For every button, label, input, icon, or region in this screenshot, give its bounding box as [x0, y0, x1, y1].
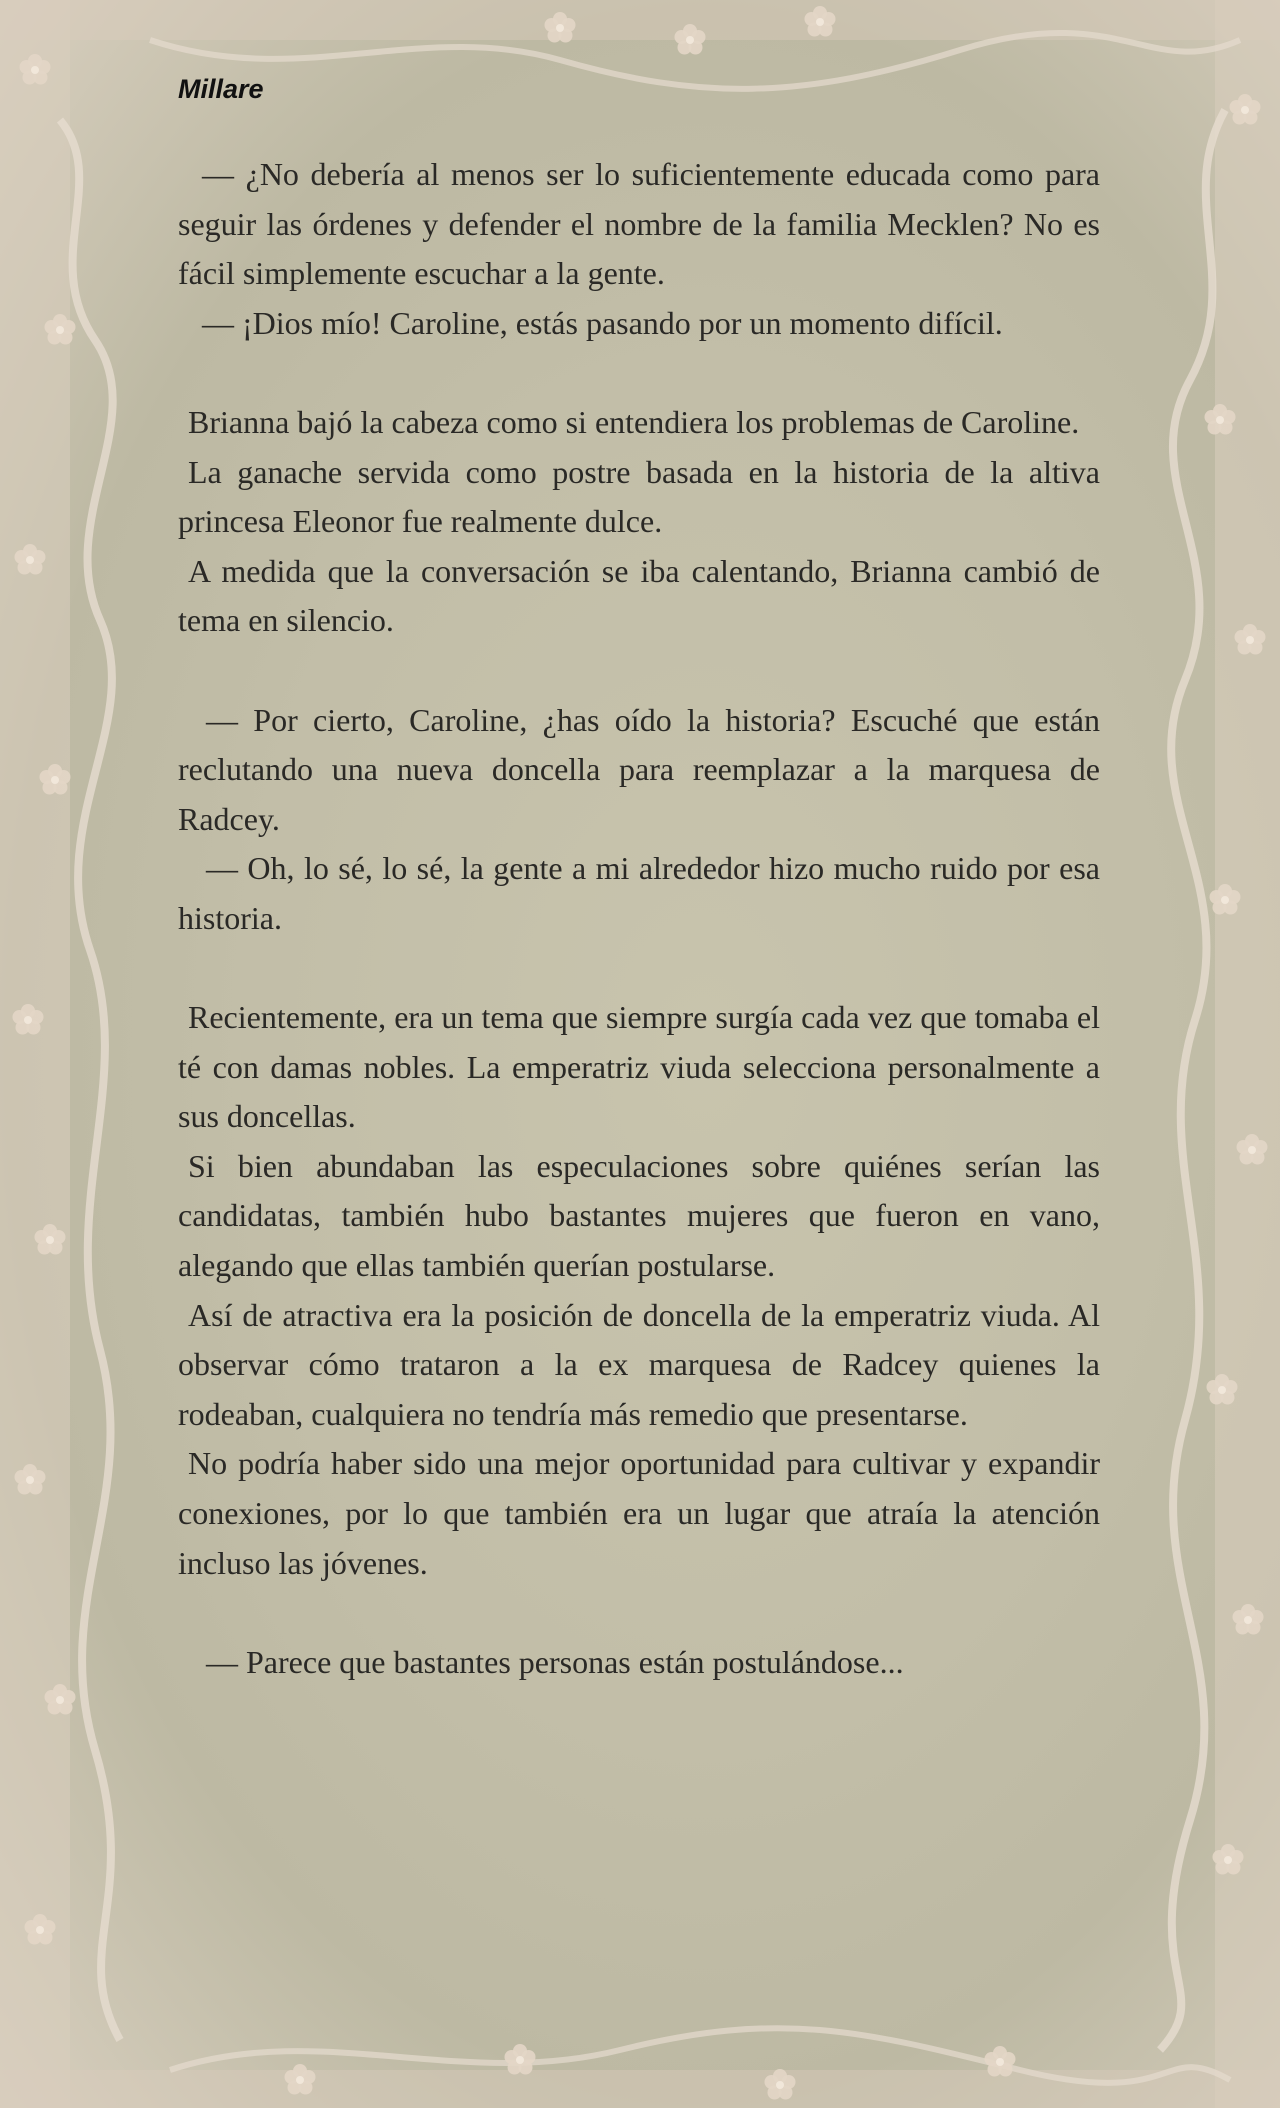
paragraph-narration: Recientemente, era un tema que siempre surgía cada vez que tomaba el té con damas nobles. La emperatriz viuda selecciona personalmente a sus doncellas. [178, 999, 1100, 1135]
paragraph-narration: Si bien abundaban las especulaciones sobre quiénes serían las candidatas, también hubo bastantes mujeres que fueron en vano, alegando que ellas también querían postularse. [178, 1147, 1100, 1284]
book-brand-header: Millare [178, 74, 264, 104]
paragraph-narration: A medida que la conversación se iba calentando, Brianna cambió de tema en silencio. [178, 552, 1100, 639]
paragraph-narration: Brianna bajó la cabeza como si entendiera los problemas de Caroline. [188, 403, 1080, 440]
paragraph-dialogue: — Parece que bastantes personas están postulándose... [206, 1643, 904, 1680]
paragraph-narration: La ganache servida como postre basada en la historia de la altiva princesa Eleonor fue realmente dulce. [178, 453, 1100, 540]
paragraph-narration: No podría haber sido una mejor oportunidad para cultivar y expandir conexiones, por lo que también era un lugar que atraía la atención incluso las jóvenes. [178, 1445, 1100, 1581]
paragraph-narration: Así de atractiva era la posición de doncella de la emperatriz viuda. Al observar cómo trataron a la ex marquesa de Radcey quienes la rodeaban, cualquiera no tendría más remedio que presentarse. [178, 1296, 1100, 1432]
paragraph-dialogue: — Por cierto, Caroline, ¿has oído la historia? Escuché que están reclutando una nueva doncella para reemplazar a la marquesa de Radcey. [178, 701, 1100, 837]
paragraph-dialogue: — ¡Dios mío! Caroline, estás pasando por un momento difícil. [202, 304, 1003, 341]
paragraph-dialogue: — Oh, lo sé, lo sé, la gente a mi alrededor hizo mucho ruido por esa historia. [178, 850, 1100, 936]
chapter-text [178, 150, 1100, 1687]
paragraph-dialogue: — ¿No debería al menos ser lo suficientemente educada como para seguir las órdenes y defender el nombre de la familia Mecklen? No es fácil simplemente escuchar a la gente. [178, 156, 1100, 292]
